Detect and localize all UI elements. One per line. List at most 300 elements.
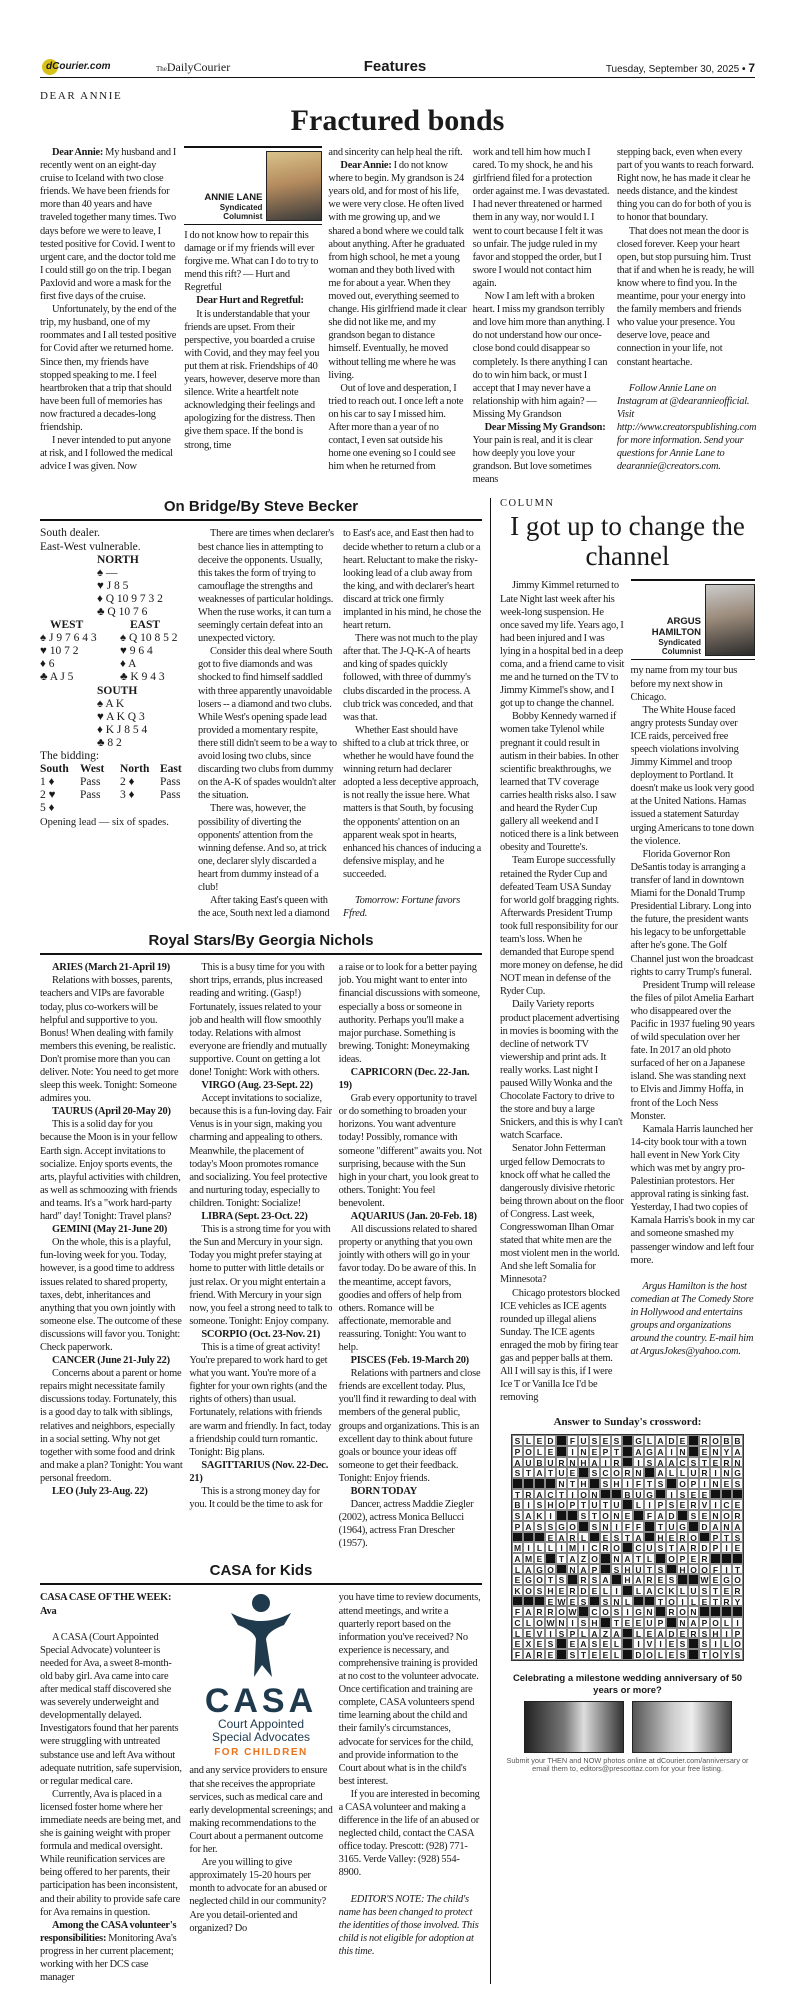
paragraph (617, 382, 755, 474)
paragraph (40, 1485, 183, 1498)
page-number: 7 (748, 61, 755, 75)
crossword-cell: N (688, 1606, 699, 1617)
crossword-cell: T (655, 1521, 666, 1532)
crossword-cell: R (721, 1596, 732, 1607)
dear-annie-title: Fractured bonds (290, 104, 505, 137)
paragraph-text: If you are interested in becoming a CASA volunteer and making a difference in the life of an abused or neglected child, contact the CASA office today. Prescott: (928) 771-3165. Verde Valley: (928) 554-8900. (338, 1788, 480, 1879)
crossword-cell: U (523, 1457, 534, 1468)
paragraph-text: This is a busy time for you with short trips, errands, plus increased reading and writing. (Gasp!) Fortunately, issues related to your job and health will flow smoothly today. Relations with almost everyone are friendly and mutually supportive. Count on getting a lot done! Tonight: Work with others. (189, 962, 327, 1078)
crossword-cell: O (534, 1617, 545, 1628)
masthead (40, 58, 755, 78)
crossword-cell: N (633, 1467, 644, 1478)
paragraph-text: My husband and I recently went on an eight-day cruise to Iceland with two close friends. We have been friends for more than 40 years and have traveled together many times. Two days before we were to leave, I tested positive for Covid. I went to urgent care, and the doctor told me I could still go on the trip. I began Paxlovid and wore a mask for the first five days of the cruise. (40, 147, 177, 303)
bidding-table (40, 763, 192, 815)
paragraph (189, 1210, 332, 1328)
casa-section (40, 1562, 482, 1984)
casa-header: CASA for Kids (40, 1562, 482, 1585)
east-label: EAST (130, 619, 161, 632)
argus-column-2 (631, 664, 756, 1358)
crossword-cell: T (545, 1467, 556, 1478)
crossword-cell: C (600, 1467, 611, 1478)
paragraph-text: Senator John Fetterman urged fellow Democrats to knock off what he called the dangerously divisive rhetoric being thrown about on the floor of Congress. Last week, Congresswoman Ilhan Omar stated that white men are the most violent men in the world. And she left Somalia for Minnesota? (500, 1143, 624, 1286)
north-label: NORTH (97, 553, 139, 566)
crossword-cell: E (677, 1499, 688, 1510)
paragraph (339, 1788, 482, 1880)
paragraph-lead: Dear Annie: (52, 147, 104, 158)
dear-annie-column-2 (184, 229, 322, 452)
crossword-cell: E (556, 1585, 567, 1596)
crossword-cell: L (721, 1638, 732, 1649)
crossword-black-cell (545, 1553, 556, 1564)
crossword-cell: E (699, 1510, 710, 1521)
bidding-cell (120, 802, 160, 815)
crossword-cell: O (732, 1574, 743, 1585)
crossword-cell: P (710, 1542, 721, 1553)
crossword-cell: G (633, 1435, 644, 1446)
crossword-cell: G (556, 1521, 567, 1532)
crossword-black-cell (633, 1510, 644, 1521)
crossword-cell: L (644, 1553, 655, 1564)
crossword-cell: E (721, 1478, 732, 1489)
crossword-black-cell (732, 1553, 743, 1564)
crossword-cell: B (622, 1489, 633, 1500)
crossword-cell: E (600, 1435, 611, 1446)
crossword-cell: I (721, 1564, 732, 1575)
crossword-cell: G (644, 1489, 655, 1500)
paragraph-text: Are you willing to give approximately 15-20 hours per month to advocate for an abused or neglected child in our community? Are you detail-oriented and organized? Do (189, 1857, 327, 1934)
crossword-cell: S (732, 1532, 743, 1543)
crossword-cell: E (589, 1649, 600, 1660)
paragraph (339, 1210, 482, 1354)
crossword-cell: S (589, 1467, 600, 1478)
crossword-cell: I (710, 1499, 721, 1510)
horoscope-column-3 (339, 961, 482, 1550)
crossword-cell: W (546, 1618, 555, 1629)
paragraph (339, 1066, 482, 1210)
crossword-cell: P (512, 1446, 523, 1457)
crossword-cell: S (512, 1467, 523, 1478)
argus-column-1 (500, 579, 625, 1404)
crossword-cell: P (732, 1628, 743, 1639)
then-wedding-photo (524, 1701, 624, 1753)
crossword-cell: A (578, 1638, 589, 1649)
crossword-cell: N (567, 1564, 578, 1575)
crossword-cell: V (644, 1638, 655, 1649)
crossword-cell: I (545, 1628, 556, 1639)
crossword-cell: S (589, 1638, 600, 1649)
paragraph (40, 1223, 183, 1354)
crossword-cell: O (523, 1446, 534, 1457)
paragraph-text: A CASA (Court Appointed Special Advocate) volunteer is needed for Ava, a sweet 8-month-old baby girl. Ava came into care after medical staff discovered she was severely underweight and developmentally delayed. Investigators found that her parents were struggling with untreated substance use and left Ava without adequate nutrition, safe supervision, or regular medical care. (40, 1631, 182, 1787)
crossword-cell: N (556, 1617, 567, 1628)
paragraph-text: and any service providers to ensure that she receives the appropriate services, such as medical care and early developmental screenings; and making recommendations to the Court about a permanent outcome for her. (189, 1765, 333, 1856)
crossword-black-cell (545, 1478, 556, 1489)
crossword-cell: N (611, 1553, 622, 1564)
crossword-cell: G (534, 1564, 545, 1575)
crossword-cell: E (688, 1489, 699, 1500)
crossword-black-cell (721, 1553, 732, 1564)
argus-hamilton-photo (705, 584, 755, 656)
crossword-cell: U (644, 1617, 655, 1628)
crossword-cell: D (578, 1585, 589, 1596)
crossword-cell: I (622, 1606, 633, 1617)
crossword-cell: L (666, 1467, 677, 1478)
crossword-cell: I (523, 1542, 534, 1553)
crossword-cell: S (655, 1478, 666, 1489)
crossword-cell: N (589, 1489, 600, 1500)
crossword-cell: E (534, 1553, 545, 1564)
crossword-cell: U (545, 1457, 556, 1468)
paragraph (617, 225, 755, 369)
crossword-cell: A (688, 1617, 699, 1628)
crossword-cell: A (611, 1628, 622, 1639)
paragraph (339, 1354, 482, 1485)
crossword-cell: R (644, 1574, 655, 1585)
crossword-cell: A (732, 1521, 743, 1532)
paragraph (500, 710, 625, 854)
crossword-cell: H (578, 1478, 589, 1489)
bidding-cell: 3 ♦ (120, 789, 135, 802)
crossword-cell: D (666, 1510, 677, 1521)
crossword-black-cell (523, 1532, 534, 1543)
anniversary-section (500, 1673, 755, 1774)
paragraph-lead: PISCES (Feb. 19-March 20) (350, 1355, 469, 1367)
date: Tuesday, September 30, 2025 (605, 64, 740, 75)
crossword-black-cell (699, 1606, 710, 1617)
crossword-cell: G (732, 1467, 743, 1478)
paragraph (40, 1919, 183, 1984)
paragraph-text: Monitoring Ava's progress in her current placement; working with her DCS case manager (40, 1932, 177, 1984)
crossword-cell: B (512, 1499, 523, 1510)
paragraph (189, 1459, 332, 1511)
crossword-cell: F (567, 1435, 578, 1446)
crossword-cell: A (567, 1553, 578, 1564)
crossword-cell: I (699, 1478, 710, 1489)
crossword-cell: T (644, 1478, 655, 1489)
crossword-black-cell (523, 1478, 534, 1489)
crossword-cell: O (611, 1467, 622, 1478)
casa-logo-line-1: Court Appointed (217, 1717, 305, 1732)
crossword-cell: O (721, 1510, 732, 1521)
south-spades: ♠ A K (97, 697, 125, 710)
crossword-cell: O (523, 1585, 534, 1596)
crossword-cell: R (721, 1457, 732, 1468)
paragraph (473, 290, 611, 421)
annie-lane-columnist-box (184, 146, 322, 225)
paragraph-text: Whether East should have shifted to a club at trick three, or whether he would have found the winning return had declarer adopted a less deceptive approach, is not really the issue here. What matters is that South, by focusing the opponents' attention on an apparent weak spot in hearts, enhanced his chances of inducing a defensive misplay, and he succeeded. (343, 724, 482, 880)
section-name: Features (363, 58, 427, 75)
crossword-black-cell (556, 1510, 567, 1521)
crossword-cell: O (556, 1499, 567, 1510)
crossword-cell: L (523, 1435, 534, 1446)
crossword-cell: G (523, 1574, 534, 1585)
crossword-cell: E (633, 1617, 644, 1628)
paragraph-lead: SCORPIO (Oct. 23-Nov. 21) (201, 1328, 321, 1340)
crossword-cell: V (534, 1628, 545, 1639)
crossword-cell: N (556, 1478, 567, 1489)
crossword-cell: S (512, 1435, 523, 1446)
crossword-cell: O (644, 1649, 655, 1660)
crossword-cell: A (589, 1457, 600, 1468)
crossword-cell: G (721, 1574, 732, 1585)
crossword-cell: Y (721, 1446, 732, 1457)
crossword-black-cell (688, 1574, 699, 1585)
crossword-black-cell (688, 1638, 699, 1649)
west-clubs: ♣ A J 5 (40, 671, 74, 684)
crossword-cell: I (710, 1638, 721, 1649)
crossword-cell: T (644, 1564, 655, 1575)
paragraph-text: Tomorrow: Fortune favors Ffred. (343, 894, 461, 920)
casa-logo-line-3: FOR CHILDREN (214, 1747, 308, 1759)
paragraph (343, 632, 482, 724)
crossword-cell: U (611, 1499, 622, 1510)
crossword-cell: R (699, 1467, 710, 1478)
crossword-cell: S (578, 1617, 589, 1628)
paragraph (184, 229, 322, 294)
crossword-cell: C (677, 1457, 688, 1468)
crossword-cell: R (578, 1574, 589, 1585)
crossword-cell: O (710, 1435, 721, 1446)
crossword-cell: N (721, 1467, 732, 1478)
paragraph-text: work and tell him how much I cared. To my shock, he and his girlfriend filed for a protection order against me. I was devastated. I had never threatened or harmed them in any way, nor would I. I went to court because I felt it was so unfair. The judge ruled in my favor and stopped the order, but I swore I would not contact him again. (472, 147, 610, 289)
crossword-black-cell (600, 1564, 611, 1575)
bidding-cell (160, 802, 190, 815)
paragraph-lead: Among the CASA volunteer's responsibilities: (40, 1919, 177, 1944)
crossword-cell: S (677, 1649, 688, 1660)
north-diamonds: ♦ Q 10 9 7 3 2 (97, 592, 163, 605)
crossword-cell: Z (600, 1628, 611, 1639)
crossword-cell: E (534, 1638, 545, 1649)
crossword-cell: E (567, 1638, 578, 1649)
bullet: • (742, 64, 746, 75)
crossword-cell: N (567, 1457, 578, 1468)
crossword-cell: T (622, 1532, 633, 1543)
crossword-cell: A (655, 1435, 666, 1446)
crossword-cell: T (710, 1596, 721, 1607)
crossword-black-cell (556, 1435, 567, 1446)
site-logo[interactable]: dCourier.com (46, 61, 111, 72)
crossword-cell: Z (578, 1553, 589, 1564)
crossword-cell: H (578, 1457, 589, 1468)
crossword-cell: F (644, 1510, 655, 1521)
crossword-cell: S (534, 1521, 545, 1532)
north-clubs: ♣ Q 10 7 6 (97, 606, 148, 618)
west-diamonds: ♦ 6 (40, 658, 55, 671)
crossword-cell: R (567, 1585, 578, 1596)
paragraph (40, 961, 183, 1105)
south-clubs: ♣ 8 2 (97, 736, 122, 749)
paragraph (343, 894, 482, 920)
crossword-cell: L (512, 1628, 523, 1639)
crossword-cell: C (633, 1542, 644, 1553)
bidding-cell: Pass (80, 789, 101, 802)
paragraph-text: Your pain is real, and it is clear how deeply you love your grandson. But love sometimes means (472, 435, 593, 486)
crossword-cell: N (644, 1606, 655, 1617)
horoscope-column-1 (40, 961, 183, 1498)
crossword-cell: F (710, 1564, 721, 1575)
crossword-cell: N (677, 1617, 688, 1628)
paragraph-text: stepping back, even when every part of you wants to reach forward. Right now, he has made it clear he needs distance, and the kindest thing you can do for both of you is to honor that boundary. (616, 147, 754, 224)
crossword-cell: C (512, 1617, 523, 1628)
crossword-cell: R (622, 1467, 633, 1478)
crossword-cell: S (556, 1628, 567, 1639)
crossword-cell: L (644, 1435, 655, 1446)
crossword-black-cell (512, 1596, 523, 1607)
crossword-cell: L (545, 1542, 556, 1553)
crossword-cell: O (699, 1564, 710, 1575)
crossword-cell: W (557, 1596, 566, 1607)
crossword-black-cell (721, 1606, 732, 1617)
crossword-cell: T (655, 1596, 666, 1607)
crossword-cell: U (688, 1467, 699, 1478)
crossword-cell: F (633, 1478, 644, 1489)
crossword-cell: R (688, 1628, 699, 1639)
crossword-black-cell (721, 1489, 732, 1500)
paragraph (198, 802, 337, 894)
crossword-cell: M (568, 1543, 577, 1554)
crossword-cell: P (589, 1564, 600, 1575)
crossword-cell: T (699, 1457, 710, 1468)
crossword-cell: T (567, 1478, 578, 1489)
crossword-black-cell (622, 1628, 633, 1639)
crossword-cell: E (666, 1532, 677, 1543)
crossword-cell: W (568, 1607, 577, 1618)
anniversary-caption (500, 1757, 755, 1774)
crossword-cell: L (633, 1499, 644, 1510)
crossword-cell: A (633, 1532, 644, 1543)
crossword-cell: T (512, 1489, 523, 1500)
paragraph (500, 1142, 625, 1286)
paragraph-text: There was, however, the possibility of diverting the opponents' attention from the winning defense. And so, at trick one, declarer slyly discarded a heart from dummy instead of a club! (198, 803, 327, 893)
crossword-black-cell (699, 1532, 710, 1543)
crossword-cell: E (677, 1628, 688, 1639)
crossword-cell: S (611, 1435, 622, 1446)
casa-column-3 (339, 1591, 482, 1958)
paragraph-text: I do not know where to begin. My grandson is 24 years old, and for most of his life, we were very close. He often lived with me growing up, and we shared a bond where we could talk about anything. After he graduated from high school, he met a young woman and they both lived with me for about a year. When they moved out, everything seemed to change. His girlfriend made it clear she did not like me, and my grandson began to distance himself. Eventually, he moved without telling me where he was living. (328, 160, 467, 381)
crossword-cell: P (699, 1617, 710, 1628)
crossword-cell: E (600, 1649, 611, 1660)
dear-annie-column-1 (40, 146, 178, 473)
paper-name (156, 60, 230, 75)
paragraph-text: All discussions related to shared property or anything that you own jointly with others will go in your favor today. Do be aware of this. In the meantime, accept favors, goodies and offers of help from others. Romance will be affectionate, memorable and reassuring. Tonight: You want to help. (338, 1224, 477, 1353)
crossword-cell: T (611, 1617, 622, 1628)
paragraph (40, 1591, 183, 1617)
south-label: SOUTH (97, 684, 138, 697)
argus-column-2-wrap (631, 579, 756, 1358)
crossword-cell: I (600, 1457, 611, 1468)
crossword-black-cell (644, 1596, 655, 1607)
crossword-cell: L (600, 1585, 611, 1596)
bridge-section (40, 498, 482, 920)
paragraph-lead: CASA CASE OF THE WEEK: Ava (40, 1592, 172, 1617)
crossword-cell: A (523, 1521, 534, 1532)
paragraph-text: President Trump will release the files of pilot Amelia Earhart who disappeared over the Pacific in 1937 fueling 90 years of wild speculation over her fate. In 2017 an old photo surfaced of her on a Japanese island. She was standing next to Elvis and Jimmy Hoffa, in front of the Loch Ness Monster. (630, 979, 755, 1122)
crossword-cell: I (677, 1596, 688, 1607)
crossword-cell: S (666, 1574, 677, 1585)
south-hearts: ♥ A K Q 3 (97, 710, 145, 723)
now-couple-photo (632, 1701, 732, 1753)
crossword-cell: S (600, 1478, 611, 1489)
paragraph (328, 159, 466, 382)
crossword-cell: T (611, 1446, 622, 1457)
bidding-cell: Pass (160, 789, 181, 802)
paragraph (189, 1328, 332, 1459)
bidding-row (40, 776, 192, 789)
crossword-cell: B (534, 1457, 545, 1468)
crossword-cell: R (666, 1606, 677, 1617)
paragraph-text: I never intended to put anyone at risk, and I followed the medical advice I was given. Now (40, 435, 173, 473)
paragraph-text: Chicago protestors blocked ICE vehicles as ICE agents rounded up illegal aliens Sunday. The ICE agents enraged the mob by firing tear gas and pepper balls at them. All I will say is this, if I were Ice T or Vanilla Ice I'd be removing (500, 1287, 620, 1404)
anniversary-title: Celebrating a milestone wedding anniversary of 50 years or more? (512, 1672, 743, 1696)
paragraph-lead: Dear Hurt and Regretful: (196, 295, 304, 307)
crossword-cell: H (545, 1499, 556, 1510)
crossword-black-cell (710, 1606, 721, 1617)
crossword-cell: S (666, 1499, 677, 1510)
crossword-cell: E (567, 1596, 578, 1607)
crossword-cell: A (655, 1467, 666, 1478)
crossword-cell: A (644, 1585, 655, 1596)
crossword-black-cell (556, 1649, 567, 1660)
crossword-cell: A (655, 1510, 666, 1521)
paragraph-text: my name from my tour bus before my next show in Chicago. (630, 665, 738, 703)
crossword-cell: R (567, 1532, 578, 1543)
crossword-cell: I (545, 1510, 556, 1521)
paragraph (198, 894, 337, 920)
crossword-cell: L (633, 1628, 644, 1639)
paragraph-text: Florida Governor Ron DeSantis today is arranging a transfer of land in downtown Miami for the Donald Trump Presidential Library. Long into the future, the president wants his legacy to be unforgettable after he's gone. The Golf Channel just won the broadcast rights to carry Trump's funeral. (630, 848, 754, 978)
paragraph (198, 527, 337, 645)
paragraph-text: Grab every opportunity to travel or do something to broaden your horizons. You want adventure today! Possibly, romance with someone "different" awaits you. Not surprising, because with the Sun high in your chart, you look great to others. Tonight: You feel benevolent. (338, 1093, 482, 1209)
crossword-cell: O (600, 1510, 611, 1521)
crossword-cell: E (600, 1532, 611, 1543)
crossword-cell: S (567, 1649, 578, 1660)
date-line (606, 61, 755, 75)
paragraph-text: Out of love and desperation, I tried to reach out. I once left a note on his car to say I missed him. After more than a year of no contact, I even sat outside his home one evening so I could see him when he returned from (328, 382, 464, 473)
crossword-cell: A (523, 1649, 534, 1660)
east-spades: ♠ Q 10 8 5 2 (120, 632, 178, 645)
crossword-cell: R (534, 1649, 545, 1660)
crossword-cell: N (710, 1478, 721, 1489)
west-label: WEST (50, 619, 84, 632)
crossword-cell: L (721, 1617, 732, 1628)
crossword-cell: E (710, 1457, 721, 1468)
crossword-black-cell (589, 1478, 600, 1489)
crossword-black-cell (688, 1649, 699, 1660)
crossword-cell: I (710, 1467, 721, 1478)
crossword-black-cell (710, 1553, 721, 1564)
crossword-black-cell (600, 1489, 611, 1500)
paragraph (473, 421, 611, 486)
crossword-black-cell (611, 1574, 622, 1585)
crossword-cell: I (666, 1446, 677, 1457)
crossword-cell: T (710, 1585, 721, 1596)
paragraph (198, 645, 337, 802)
crossword-black-cell (567, 1574, 578, 1585)
argus-title: I got up to change the channel (510, 511, 745, 572)
crossword-cell: G (644, 1446, 655, 1457)
casa-logo (189, 1591, 332, 1758)
paragraph (40, 1788, 183, 1919)
crossword-black-cell (655, 1606, 666, 1617)
crossword-cell: S (699, 1638, 710, 1649)
crossword-cell: A (732, 1446, 743, 1457)
crossword-cell: N (578, 1446, 589, 1457)
crossword-cell: H (589, 1617, 600, 1628)
crossword-black-cell (578, 1521, 589, 1532)
paragraph-lead: AQUARIUS (Jan. 20-Feb. 18) (350, 1211, 477, 1223)
crossword-cell: R (732, 1510, 743, 1521)
crossword-cell: D (699, 1521, 710, 1532)
